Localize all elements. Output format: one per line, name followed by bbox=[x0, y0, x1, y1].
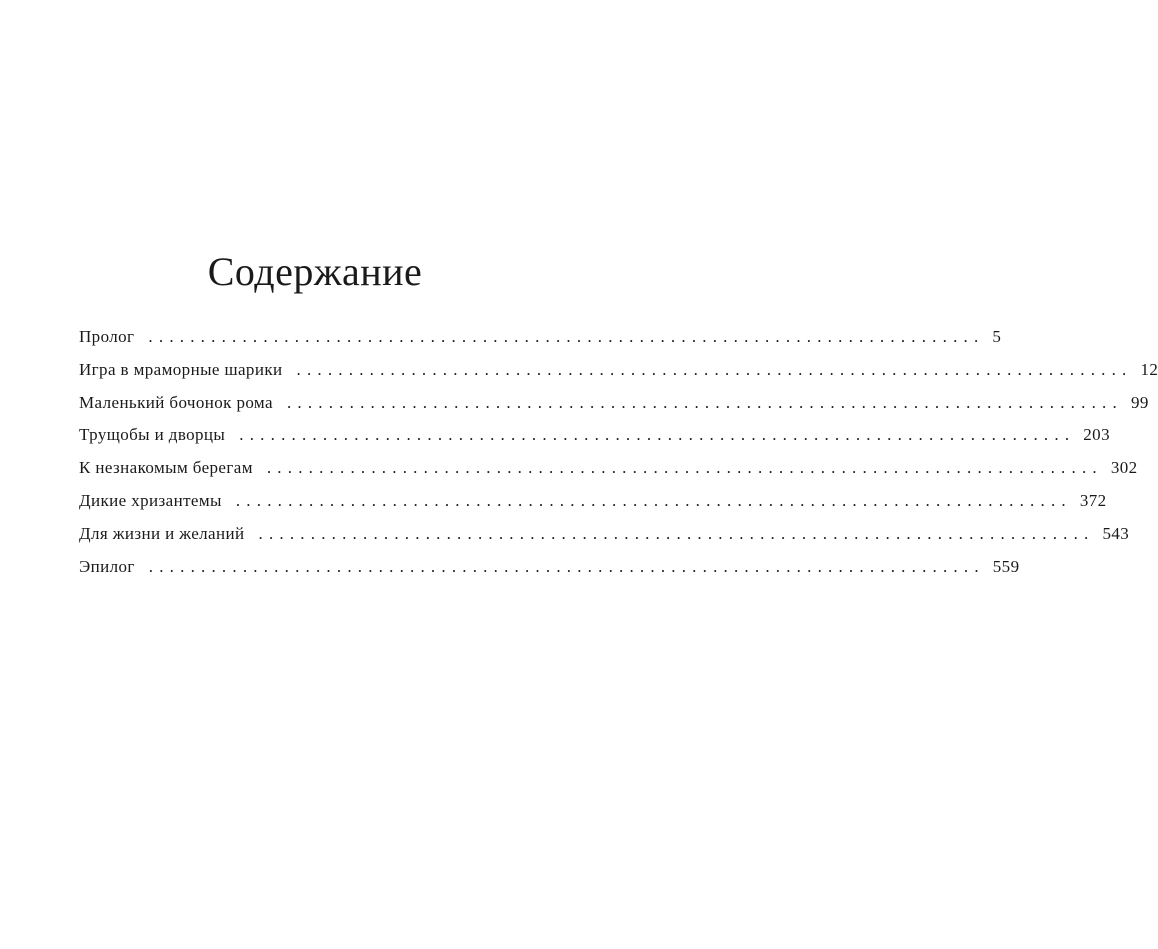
toc-entry bbox=[79, 556, 1020, 590]
toc-entry-page: 99 bbox=[1130, 392, 1149, 412]
toc-entry-title: Для жизни и желаний bbox=[79, 523, 245, 543]
toc-entry-page: 12 bbox=[1140, 359, 1158, 379]
toc-entry-title: К незнакомым берегам bbox=[79, 458, 253, 478]
dot-leader: ................................................................................ bbox=[266, 458, 1103, 478]
toc-entry-title: Дикие хризантемы bbox=[79, 490, 222, 510]
toc-entry bbox=[79, 392, 1149, 426]
toc-entry bbox=[79, 327, 1002, 360]
toc-entry-title: Игра в мраморные шарики bbox=[79, 359, 283, 379]
dot-leader: ................................................................................ bbox=[239, 425, 1076, 445]
toc-entry bbox=[79, 490, 1107, 524]
toc-entry-page: 543 bbox=[1102, 523, 1130, 543]
dot-leader: ................................................................................ bbox=[296, 359, 1133, 379]
toc-entry-title: Трущобы и дворцы bbox=[79, 425, 226, 445]
page-title: Содержание bbox=[207, 249, 423, 294]
table-of-contents bbox=[79, 327, 1158, 589]
toc-entry-page: 372 bbox=[1079, 490, 1107, 510]
dot-leader: ................................................................................ bbox=[148, 327, 985, 346]
dot-leader: ................................................................................ bbox=[235, 490, 1072, 510]
dot-leader: ................................................................................ bbox=[286, 392, 1123, 412]
toc-entry-page: 302 bbox=[1110, 458, 1138, 478]
toc-entry bbox=[79, 458, 1138, 491]
toc-entry bbox=[79, 425, 1110, 458]
toc-entry-page: 559 bbox=[992, 556, 1020, 576]
toc-entry-title: Маленький бочонок рома bbox=[79, 392, 273, 412]
toc-entry bbox=[79, 359, 1158, 393]
toc-entry-title: Пролог bbox=[79, 327, 135, 346]
toc-entry-page: 5 bbox=[992, 327, 1002, 346]
toc-entry-page: 203 bbox=[1083, 425, 1110, 445]
dot-leader: ................................................................................ bbox=[258, 523, 1095, 543]
dot-leader: ................................................................................ bbox=[148, 556, 985, 576]
toc-entry-title: Эпилог bbox=[79, 556, 135, 576]
toc-entry bbox=[79, 523, 1130, 557]
